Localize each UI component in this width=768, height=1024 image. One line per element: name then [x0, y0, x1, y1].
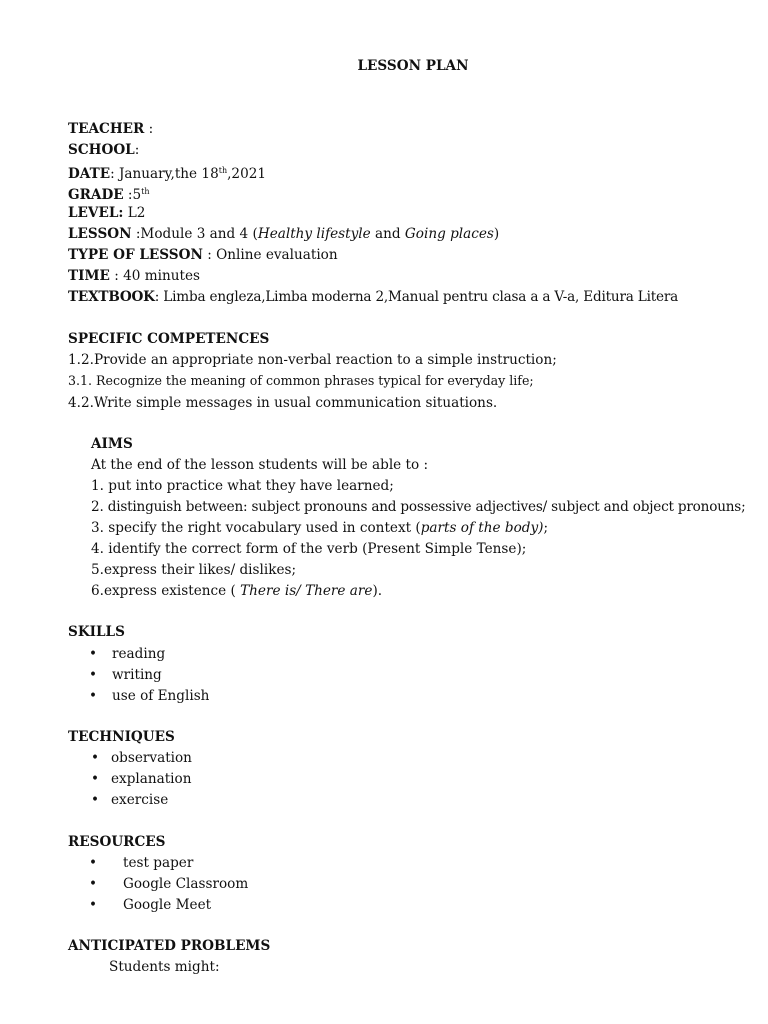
grade-line — [68, 182, 150, 205]
bullet-icon: • — [89, 855, 98, 871]
bullet-icon: • — [89, 876, 98, 892]
resource-label: test paper — [123, 855, 194, 871]
resource-item — [89, 874, 248, 894]
aim-item: 1. put into practice what they have learned; — [91, 478, 394, 494]
lesson-module-4: Going places — [404, 226, 494, 242]
technique-label: exercise — [111, 792, 169, 808]
bullet-icon: • — [89, 667, 98, 683]
aim-item: 2. distinguish between: subject pronouns and possessive adjectives/ subject and object pronouns; — [91, 499, 746, 515]
resource-label: Google Meet — [123, 897, 212, 913]
lesson-close: ) — [493, 226, 500, 242]
aim-item: 4. identify the correct form of the verb (Present Simple Tense); — [91, 541, 527, 557]
technique-item — [91, 769, 191, 789]
skill-item — [89, 644, 165, 664]
problems-heading: ANTICIPATED PROBLEMS — [68, 938, 271, 954]
grade-label: GRADE — [68, 187, 124, 203]
bullet-icon: • — [91, 750, 100, 766]
page-title: LESSON PLAN — [357, 58, 469, 74]
level-label: LEVEL: — [68, 205, 124, 221]
skill-label: reading — [112, 646, 166, 662]
type-value: : Online evaluation — [202, 247, 338, 263]
level-line — [68, 203, 145, 223]
skill-item — [89, 665, 162, 685]
school-value: : — [134, 142, 140, 158]
resource-label: Google Classroom — [123, 876, 249, 892]
school-label: SCHOOL — [68, 142, 135, 158]
textbook-line — [68, 287, 678, 307]
resources-heading: RESOURCES — [68, 834, 166, 850]
teacher-line — [68, 119, 153, 139]
bullet-icon: • — [89, 688, 98, 704]
lesson-value: :Module 3 and 4 ( — [131, 226, 258, 242]
date-value: : January,the 18 — [110, 166, 219, 182]
aims-intro: At the end of the lesson students will be able to : — [91, 457, 429, 473]
skill-label: writing — [112, 667, 162, 683]
school-line — [68, 140, 139, 160]
aim-item-text: 6.express existence ( — [91, 583, 241, 599]
technique-label: observation — [111, 750, 192, 766]
time-label: TIME — [68, 268, 110, 284]
type-line — [68, 245, 338, 265]
aim-item — [91, 581, 382, 601]
skills-heading: SKILLS — [68, 624, 125, 640]
lesson-label: LESSON — [68, 226, 132, 242]
date-year: ,2021 — [227, 166, 267, 182]
competence-item: 1.2.Provide an appropriate non-verbal reaction to a simple instruction; — [68, 352, 557, 368]
aims-heading: AIMS — [91, 436, 133, 452]
textbook-value: : Limba engleza,Limba moderna 2,Manual pentru clasa a a V-a, Editura Litera — [154, 289, 679, 305]
aim-item-end: ). — [372, 583, 383, 599]
technique-label: explanation — [111, 771, 192, 787]
competence-item: 4.2.Write simple messages in usual communication situations. — [68, 395, 498, 411]
aim-item-text: 3. specify the right vocabulary used in context ( — [91, 520, 421, 536]
time-line — [68, 266, 200, 286]
aim-item-end: ; — [543, 520, 549, 536]
date-superscript: th — [218, 166, 228, 175]
skill-item — [89, 686, 209, 706]
bullet-icon: • — [91, 792, 100, 808]
bullet-icon: • — [89, 897, 98, 913]
level-value: L2 — [123, 205, 146, 221]
teacher-value: : — [144, 121, 154, 137]
technique-item — [91, 790, 168, 810]
lesson-and: and — [370, 226, 405, 242]
bullet-icon: • — [89, 646, 98, 662]
textbook-label: TEXTBOOK — [68, 289, 155, 305]
aim-item — [91, 518, 548, 538]
resource-item — [89, 895, 211, 915]
grade-superscript: th — [141, 187, 150, 196]
time-value: : 40 minutes — [109, 268, 200, 284]
technique-item — [91, 748, 192, 768]
competence-item: 3.1. Recognize the meaning of common phrases typical for everyday life; — [68, 373, 534, 388]
aim-item-italic: parts of the body) — [420, 520, 544, 536]
competences-heading: SPECIFIC COMPETENCES — [68, 331, 270, 347]
resource-item — [89, 853, 193, 873]
type-label: TYPE OF LESSON — [68, 247, 203, 263]
lesson-line — [68, 224, 499, 244]
techniques-heading: TECHNIQUES — [68, 729, 175, 745]
grade-value: :5 — [123, 187, 142, 203]
aim-item-italic: There is/ There are — [240, 583, 373, 599]
date-line — [68, 161, 266, 184]
problems-intro: Students might: — [109, 959, 220, 975]
teacher-label: TEACHER — [68, 121, 145, 137]
lesson-module-3: Healthy lifestyle — [257, 226, 371, 242]
aim-item: 5.express their likes/ dislikes; — [91, 562, 297, 578]
skill-label: use of English — [112, 688, 210, 704]
date-label: DATE — [68, 166, 111, 182]
bullet-icon: • — [91, 771, 100, 787]
